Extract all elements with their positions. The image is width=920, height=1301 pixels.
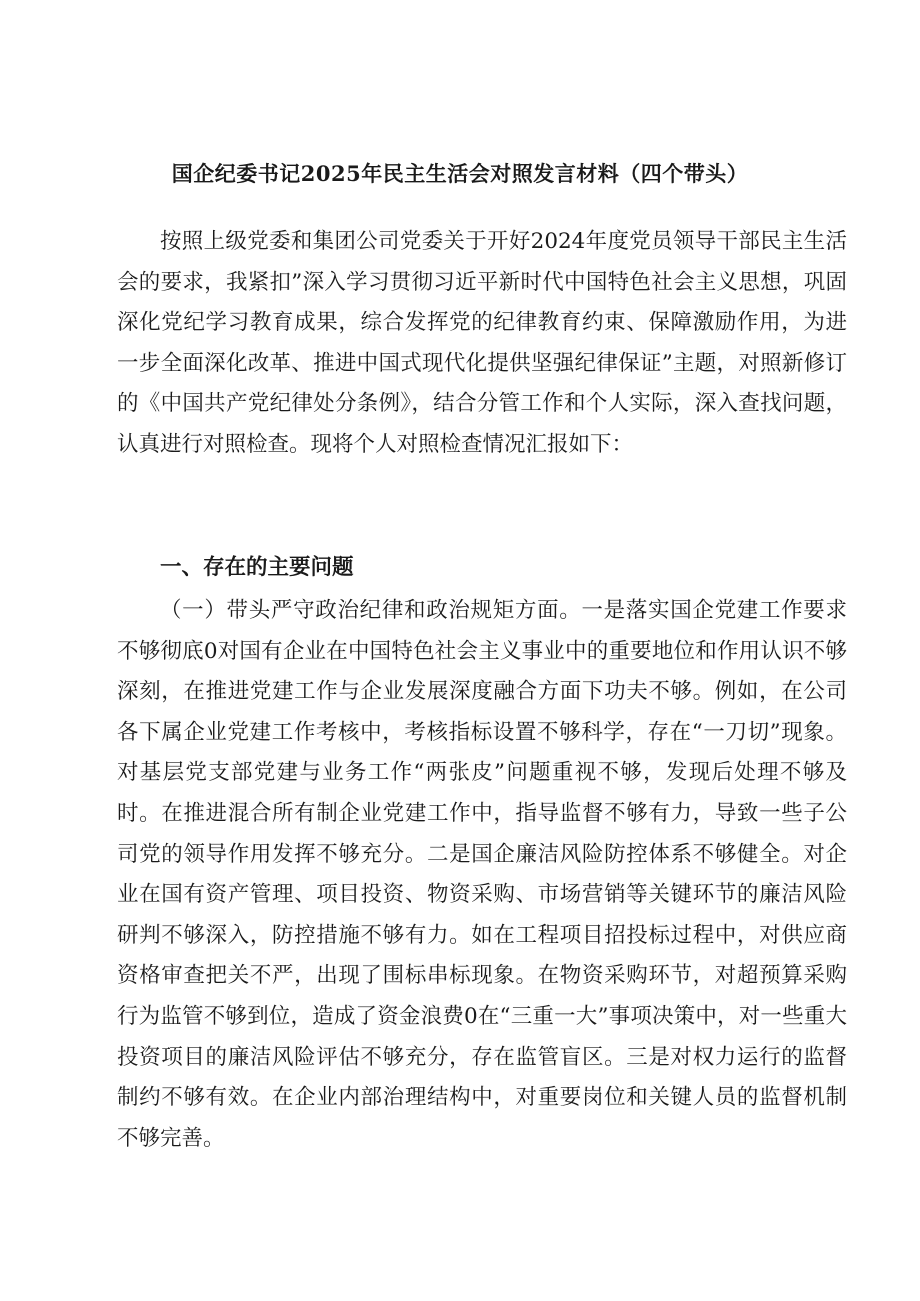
section-heading: 一、存在的主要问题 bbox=[160, 555, 354, 580]
section-paragraph: （一）带头严守政治纪律和政治规矩方面。一是落实国企党建工作要求不够彻底0对国有企业在中国特色社会主义事业中的重要地位和作用认识不够深刻，在推进党建工作与企业发展深度融合方面下功夫不够。例如，在公司各下属企业党建工作考核中，考核指标设置不够科学，存在“一刀切”现象。对基层党支部党建与业务工作“两张皮”问题重视不够，发现后处理不够及时。在推进混合所有制企业党建工作中，指导监督不够有力，导致一些子公司党的领导作用发挥不够充分。二是国企廉洁风险防控体系不够健全。对企业在国有资产管理、项目投资、物资采购、市场营销等关键环节的廉洁风险研判不够深入，防控措施不够有力。如在工程项目招投标过程中，对供应商资格审查把关不严，出现了围标串标现象。在物资采购环节，对超预算采购行为监管不够到位，造成了资金浪费0在“三重一大”事项决策中，对一些重大投资项目的廉洁风险评估不够充分，存在监管盲区。三是对权力运行的监督制约不够有效。在企业内部治理结构中，对重要岗位和关键人员的监督机制不够完善。 bbox=[117, 598, 847, 1151]
document-title: 国企纪委书记2025年民主生活会对照发言材料（四个带头） bbox=[171, 161, 749, 186]
intro-paragraph: 按照上级党委和集团公司党委关于开好2024年度党员领导干部民主生活会的要求，我紧扣”深入学习贯彻习近平新时代中国特色社会主义思想，巩固深化党纪学习教育成果，综合发挥党的纪律教育约束、保障激励作用，为进一步全面深化改革、推进中国式现代化提供坚强纪律保证”主题，对照新修订的《中国共产党纪律处分条例》，结合分管工作和个人实际，深入查找问题，认真进行对照检查。现将个人对照检查情况汇报如下： bbox=[117, 229, 847, 457]
